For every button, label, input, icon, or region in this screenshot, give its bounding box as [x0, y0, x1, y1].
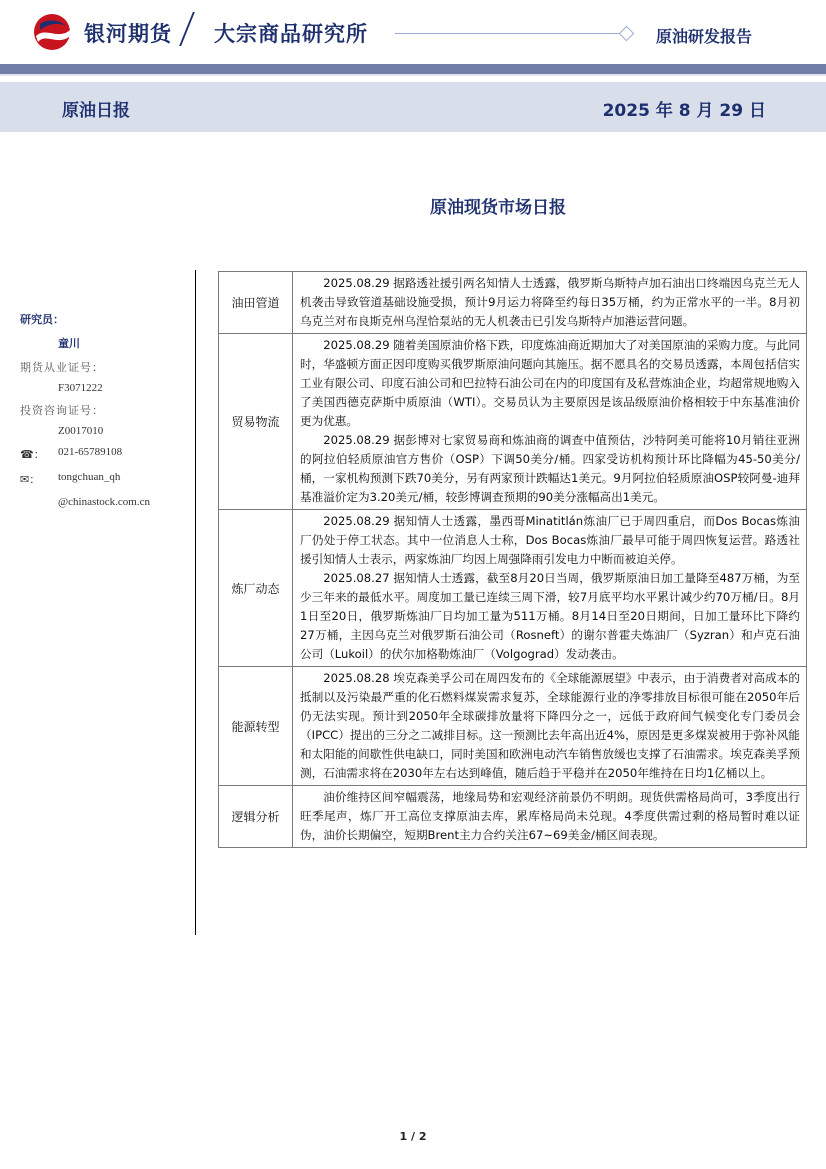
- researcher-name: 童川: [58, 337, 80, 350]
- page-header: [0, 0, 826, 64]
- content-cell: [293, 786, 807, 848]
- page-number: 1 / 2: [399, 1130, 427, 1143]
- content-cell: [293, 510, 807, 667]
- news-paragraph: 油价维持区间窄幅震荡，地缘局势和宏观经济前景仍不明朗。现货供需格局尚可，3季度出行旺季尾声，炼厂开工高位支撑原油去库，累库格局尚未兑现。4季度供需过剩的格局暂时难以证伪，油价长期偏空，短期Brent主力合约关注67~69美金/桶区间表现。: [300, 790, 800, 842]
- table-row: [219, 667, 807, 786]
- email-user: tongchuan_qh: [58, 471, 121, 483]
- header-deco-line: [395, 33, 621, 34]
- content-cell: [293, 667, 807, 786]
- category-cell: 能源转型: [219, 667, 293, 786]
- license-number: F3071222: [58, 382, 103, 394]
- report-date: 2025 年 8 月 29 日: [602, 101, 766, 121]
- galaxy-logo-icon: [32, 12, 76, 52]
- page-title: 原油现货市场日报: [430, 198, 566, 218]
- consult-label: 投资咨询证号：: [20, 404, 104, 417]
- news-paragraph: 2025.08.29 据彭博对七家贸易商和炼油商的调查中值预估，沙特阿美可能将10月销往亚洲的阿拉伯轻质原油官方售价（OSP）下调50美分/桶。四家受访机构预计环比降幅为45-50美分/桶，一家机构预测下跌70美分，另有两家预计跌幅达1美元。9月阿拉伯轻质原油OSP较阿曼-迪拜基准溢价定为3.20美元/桶，较彭博调查预期的90美分涨幅高出1美元。: [300, 433, 800, 504]
- category-cell: 油田管道: [219, 272, 293, 334]
- phone-row: [20, 446, 196, 462]
- news-table: [218, 271, 807, 848]
- report-title: 原油日报: [62, 101, 130, 121]
- table-row: [219, 786, 807, 848]
- news-paragraph: 2025.08.28 埃克森美孚公司在周四发布的《全球能源展望》中表示，由于消费者对高成本的抵制以及污染最严重的化石燃料煤炭需求复苏，全球能源行业的净零排放目标很可能在2050年后仍无法实现。预计到2050年全球碳排放量将下降四分之一，远低于政府间气候变化专门委员会（IPCC）提出的三分之二减排目标。这一预测比去年高出近4%，原因是更多煤炭被用于弥补风能和太阳能的间歇性供电缺口，同时美国和欧洲电动汽车销售放缓也支撑了石油需求。埃克森美孚预测，石油需求将在2030年左右达到峰值，随后趋于平稳并在2050年维持在日均1亿桶以上。: [300, 671, 800, 780]
- header-band-dark: [0, 64, 826, 74]
- company-name: 银河期货: [84, 22, 172, 46]
- table-row: [219, 334, 807, 510]
- news-paragraph: 2025.08.29 随着美国原油价格下跌，印度炼油商近期加大了对美国原油的采购力度。与此同时，华盛顿方面正因印度购买俄罗斯原油问题向其施压。据不愿具名的交易员透露，本周包括信实工业有限公司、印度石油公司和巴拉特石油公司在内的印度国有及私营炼油企业，均超常规地购入了美国西德克萨斯中质原油（WTI）。交易员认为主要原因是该品级原油价格相较于中东基准油价更为优惠。: [300, 338, 800, 428]
- category-cell: 逻辑分析: [219, 786, 293, 848]
- email-domain-row: [20, 496, 196, 508]
- author-sidebar: [20, 311, 196, 508]
- news-paragraph: 2025.08.29 据路透社援引两名知情人士透露，俄罗斯乌斯特卢加石油出口终端因乌克兰无人机袭击导致管道基础设施受损，预计9月运力将降至约每日35万桶，约为正常水平的一半。8月初乌克兰对布良斯克州乌涅恰泵站的无人机袭击已引发乌斯特卢加港运营问题。: [300, 276, 800, 328]
- content-cell: [293, 272, 807, 334]
- license-label: 期货从业证号：: [20, 361, 104, 374]
- institute-name: 大宗商品研究所: [214, 22, 368, 46]
- header-divider: [179, 12, 195, 46]
- news-paragraph: 2025.08.29 据知情人士透露，墨西哥Minatitlán炼油厂已于周四重启，而Dos Bocas炼油厂仍处于停工状态。其中一位消息人士称，Dos Bocas炼油厂最早可能于周四恢复运营。路透社援引知情人士表示，两家炼油厂均因上周强降雨引发电力中断而被迫关停。: [300, 514, 800, 566]
- news-paragraph: 2025.08.27 据知情人士透露，截至8月20日当周，俄罗斯原油日加工量降至487万桶，为至少三年来的最低水平。周度加工量已连续三周下滑，较7月底平均水平累计减少约70万桶/日。8月1日至20日，俄罗斯炼油厂日均加工量为511万桶。8月14日至20日期间，日加工量环比下降约27万桶，主因乌克兰对俄罗斯石油公司（Rosneft）的谢尔普霍夫炼油厂（Syzran）和卢克石油公司（Lukoil）的伏尔加格勒炼油厂（Volgograd）发动袭击。: [300, 571, 800, 661]
- phone-icon: ☎：: [20, 448, 45, 461]
- report-type: 原油研发报告: [656, 27, 753, 46]
- table-row: [219, 272, 807, 334]
- category-cell: 炼厂动态: [219, 510, 293, 667]
- phone-number: 021-65789108: [58, 446, 123, 458]
- email-domain: @chinastock.com.cn: [58, 496, 150, 508]
- category-cell: 贸易物流: [219, 334, 293, 510]
- content-cell: [293, 334, 807, 510]
- header-band-thin: [0, 74, 826, 76]
- email-row: [20, 471, 196, 487]
- table-row: [219, 510, 807, 667]
- sidebar-divider: [195, 270, 196, 935]
- consult-number: Z0017010: [58, 425, 104, 437]
- researcher-label: 研究员：: [20, 313, 64, 326]
- header-deco-diamond: [619, 26, 635, 42]
- email-icon: ✉：: [20, 473, 41, 486]
